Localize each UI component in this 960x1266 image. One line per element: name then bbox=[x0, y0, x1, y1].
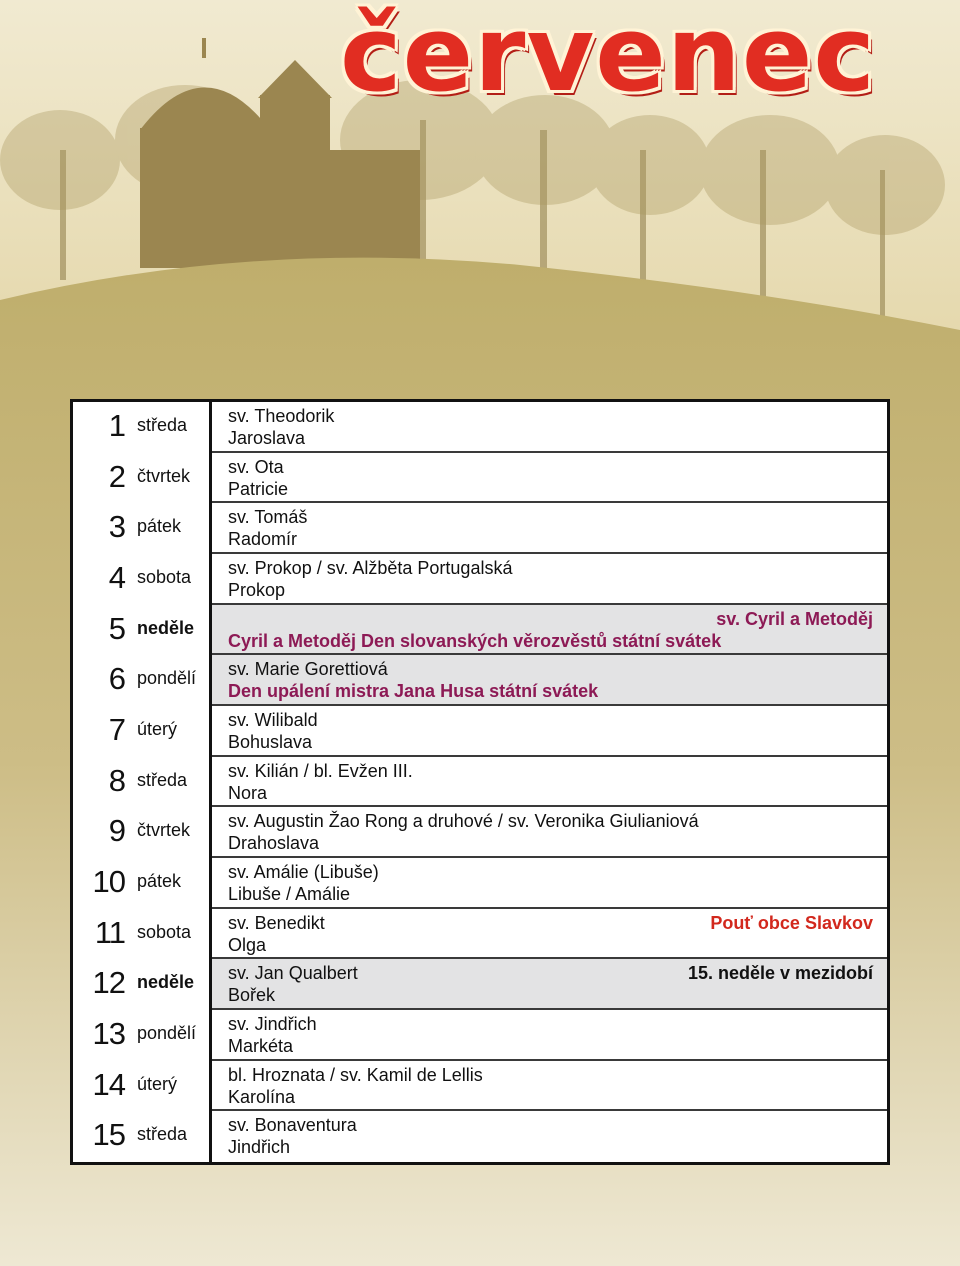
day-number: 10 bbox=[92, 864, 125, 899]
weekday-name: sobota bbox=[137, 921, 192, 942]
saint-name: sv. Wilibald bbox=[228, 710, 318, 730]
names-cell bbox=[212, 959, 887, 1010]
calendar-table bbox=[70, 399, 890, 1165]
names-cell bbox=[212, 757, 887, 808]
calendar-row bbox=[73, 503, 887, 554]
saint-name: sv. Ota bbox=[228, 456, 284, 477]
feast-note: sv. Cyril a Metoděj bbox=[716, 608, 873, 629]
saint-name: sv. Benedikt bbox=[228, 912, 325, 933]
day-number: 5 bbox=[108, 610, 125, 646]
day-number: 6 bbox=[108, 661, 125, 697]
day-number: 1 bbox=[108, 408, 125, 443]
weekday-name: pátek bbox=[137, 516, 182, 537]
weekday-name: úterý bbox=[137, 1073, 178, 1094]
month-title: červenec bbox=[340, 0, 877, 115]
names-cell bbox=[212, 706, 887, 757]
date-cell bbox=[73, 706, 209, 757]
names-cell bbox=[212, 909, 887, 960]
day-number: 2 bbox=[108, 458, 125, 494]
day-number: 8 bbox=[108, 762, 125, 798]
names-cell bbox=[212, 503, 887, 554]
calendar-row bbox=[73, 858, 887, 909]
day-number: 7 bbox=[108, 712, 125, 747]
weekday-name: středa bbox=[137, 415, 188, 435]
date-cell bbox=[73, 858, 209, 909]
date-cell bbox=[73, 807, 209, 858]
weekday-name: sobota bbox=[137, 567, 192, 587]
holiday-note: Den upálení mistra Jana Husa státní svátek bbox=[228, 681, 599, 702]
calendar-row bbox=[73, 757, 887, 808]
calendar-row bbox=[73, 807, 887, 858]
name-day: Bořek bbox=[228, 985, 276, 1006]
calendar-row bbox=[73, 706, 887, 757]
date-cell bbox=[73, 453, 209, 504]
weekday-name: pondělí bbox=[137, 668, 197, 689]
names-cell bbox=[212, 1010, 887, 1061]
name-day: Libuše / Amálie bbox=[228, 884, 351, 904]
name-day: Patricie bbox=[228, 478, 289, 499]
feast-note: 15. neděle v mezidobí bbox=[687, 963, 873, 984]
name-day: Prokop bbox=[228, 580, 286, 600]
date-cell bbox=[73, 655, 209, 706]
saint-name: sv. Theodorik bbox=[228, 406, 335, 426]
name-day: Markéta bbox=[228, 1036, 294, 1056]
weekday-name: neděle bbox=[137, 617, 195, 638]
saint-name: bl. Hroznata / sv. Kamil de Lellis bbox=[228, 1064, 483, 1085]
weekday-name: pondělí bbox=[137, 1023, 197, 1043]
calendar-row bbox=[73, 655, 887, 706]
calendar-row bbox=[73, 909, 887, 960]
date-cell bbox=[73, 909, 209, 960]
weekday-name: neděle bbox=[137, 972, 195, 993]
name-day: Jaroslava bbox=[228, 428, 306, 448]
date-cell bbox=[73, 402, 209, 453]
date-cell bbox=[73, 1061, 209, 1112]
saint-name: sv. Tomáš bbox=[228, 507, 308, 528]
date-cell bbox=[73, 554, 209, 605]
saint-name: sv. Prokop / sv. Alžběta Portugalská bbox=[228, 558, 513, 578]
date-cell bbox=[73, 1010, 209, 1061]
saint-name: sv. Amálie (Libuše) bbox=[228, 862, 379, 882]
day-number: 9 bbox=[108, 813, 125, 849]
names-cell bbox=[212, 1111, 887, 1162]
calendar-row bbox=[73, 605, 887, 656]
saint-name: sv. Augustin Žao Rong a druhové / sv. Veronika Giulianiová bbox=[228, 811, 699, 832]
saint-name: sv. Bonaventura bbox=[228, 1115, 357, 1136]
calendar-row bbox=[73, 959, 887, 1010]
calendar-row bbox=[73, 1010, 887, 1061]
names-cell bbox=[212, 807, 887, 858]
day-number: 3 bbox=[108, 509, 125, 545]
names-cell bbox=[212, 402, 887, 453]
names-cell bbox=[212, 858, 887, 909]
date-cell bbox=[73, 605, 209, 656]
calendar-row bbox=[73, 1061, 887, 1112]
names-cell bbox=[212, 453, 887, 504]
name-day: Nora bbox=[228, 782, 268, 803]
names-cell bbox=[212, 554, 887, 605]
date-cell bbox=[73, 959, 209, 1010]
name-day: Radomír bbox=[228, 529, 298, 550]
date-cell bbox=[73, 1111, 209, 1162]
weekday-name: pátek bbox=[137, 871, 182, 891]
calendar-row bbox=[73, 554, 887, 605]
day-number: 14 bbox=[92, 1066, 125, 1102]
names-cell bbox=[212, 1061, 887, 1112]
names-cell bbox=[212, 605, 887, 656]
day-number: 12 bbox=[92, 965, 125, 1001]
calendar-row bbox=[73, 453, 887, 504]
feast-note: Pouť obce Slavkov bbox=[710, 912, 873, 933]
day-number: 13 bbox=[92, 1016, 125, 1051]
saint-name: sv. Jindřich bbox=[228, 1014, 317, 1034]
day-number: 15 bbox=[92, 1117, 125, 1153]
date-cell bbox=[73, 503, 209, 554]
weekday-name: čtvrtek bbox=[137, 820, 191, 841]
holiday-note: Cyril a Metoděj Den slovanských věrozvěstů státní svátek bbox=[228, 630, 722, 651]
weekday-name: čtvrtek bbox=[137, 465, 191, 486]
name-day: Jindřich bbox=[228, 1137, 291, 1158]
weekday-name: středa bbox=[137, 1124, 188, 1145]
weekday-name: středa bbox=[137, 769, 188, 790]
names-cell bbox=[212, 655, 887, 706]
calendar-row bbox=[73, 402, 887, 453]
day-number: 4 bbox=[108, 560, 125, 595]
saint-name: sv. Jan Qualbert bbox=[228, 963, 358, 984]
saint-name: sv. Marie Gorettiová bbox=[228, 659, 388, 680]
calendar-row bbox=[73, 1111, 887, 1162]
name-day: Drahoslava bbox=[228, 833, 320, 854]
saint-name: sv. Kilián / bl. Evžen III. bbox=[228, 760, 413, 781]
day-number: 11 bbox=[94, 914, 125, 950]
weekday-name: úterý bbox=[137, 719, 178, 739]
date-cell bbox=[73, 757, 209, 808]
name-day: Karolína bbox=[228, 1086, 296, 1107]
name-day: Olga bbox=[228, 934, 267, 955]
name-day: Bohuslava bbox=[228, 732, 313, 752]
